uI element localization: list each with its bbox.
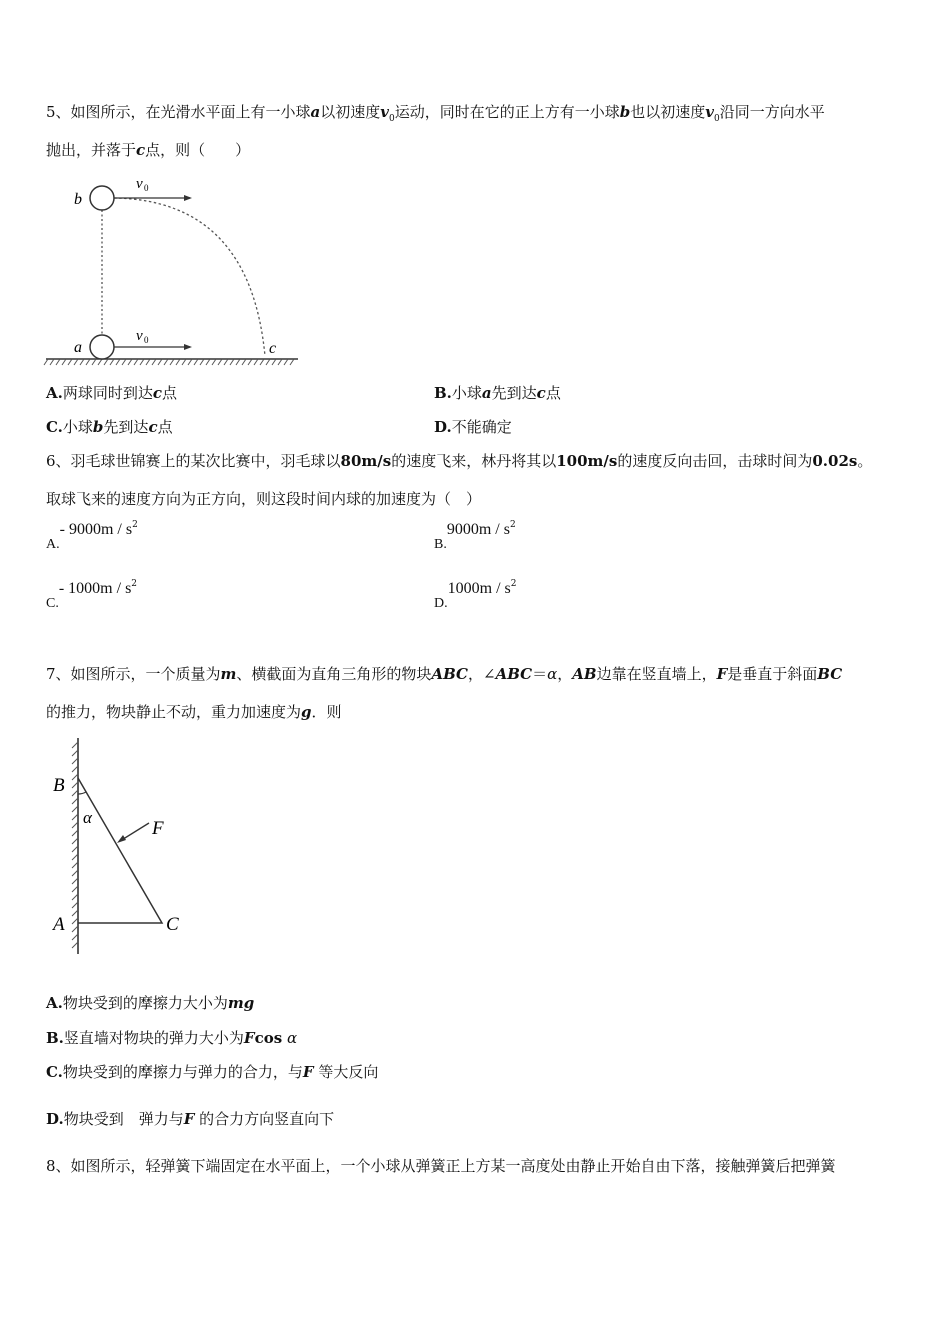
q6-option-c[interactable]: C.- $1000m / s^2$ (46, 579, 138, 611)
q7-label-F: F (152, 818, 164, 839)
q5-label-b: b (74, 191, 82, 208)
q7-label-C: C (166, 914, 179, 935)
q5-ground-hatch (44, 359, 294, 365)
q7-option-d[interactable]: D.物块受到 弹力与F 的合力方向竖直向下 (46, 1110, 335, 1128)
q7-triangle (78, 778, 162, 923)
q5-label-v0-top-sub: 0 (144, 183, 149, 193)
q5-arrowhead-top (184, 195, 192, 201)
q6-option-b[interactable]: $B.9000m / s^2$ (434, 520, 516, 552)
q7-option-b[interactable]: B.竖直墙对物块的弹力大小为Fcos α (46, 1029, 298, 1047)
q5-label-a: a (74, 339, 82, 356)
q5-figure (40, 170, 310, 370)
q7-label-alpha: α (83, 808, 92, 827)
q7-angle-arc (78, 792, 86, 794)
q7-wall-hatch (72, 742, 78, 948)
q7-label-A: A (53, 914, 65, 935)
q5-option-a[interactable]: A.两球同时到达c点 (46, 384, 178, 402)
q7-stem-line2: 的推力，物块静止不动，重力加速度为g．则 (46, 703, 342, 721)
q7-option-a[interactable]: A.物块受到的摩擦力大小为mg (46, 994, 255, 1012)
q7-figure (44, 734, 204, 959)
q6-option-a[interactable]: A.- $9000m / s^2$ (46, 520, 138, 552)
q6-stem-line2: 取球飞来的速度方向为正方向，则这段时间内球的加速度为（ ） (46, 490, 482, 508)
q5-stem-line2: 抛出，并落于c点，则（ ） (46, 141, 251, 159)
q7-label-B: B (53, 775, 65, 796)
q5-label-v0-bottom-sub: 0 (144, 335, 149, 345)
q5-option-d[interactable]: D.不能确定 (434, 418, 512, 436)
q7-force-arrowhead (117, 835, 126, 843)
q5-stem-line1: 5、如图所示，在光滑水平面上有一小球a以初速度$v_0$运动，同时在它的正上方有一小球b也以初速度$v_0$沿同一方向水平 (46, 103, 825, 124)
q5-option-c[interactable]: C.小球b先到达c点 (46, 418, 173, 436)
q5-option-b[interactable]: B.小球a先到达c点 (434, 384, 561, 402)
q7-option-c[interactable]: C.物块受到的摩擦力与弹力的合力，与F 等大反向 (46, 1063, 379, 1081)
q5-label-v0-top: v (136, 176, 143, 192)
q5-label-v0-bottom: v (136, 328, 143, 344)
q5-ball-b (90, 186, 114, 210)
q6-option-d[interactable]: $D.1000m / s^2$ (434, 579, 517, 611)
q7-stem-line1: 7、如图所示，一个质量为m、横截面为直角三角形的物块ABC，∠ABC＝α，AB边靠在竖直墙上，F是垂直于斜面BC (46, 665, 843, 683)
q5-label-c: c (269, 340, 277, 357)
q5-ball-a (90, 335, 114, 359)
q5-arrowhead-bottom (184, 344, 192, 350)
q6-stem-line1: 6、羽毛球世锦赛上的某次比赛中，羽毛球以80m/s的速度飞来，林丹将其以100m/s的速度反向击回，击球时间为0.02s。 (46, 452, 873, 470)
q8-stem-line1: 8、如图所示，轻弹簧下端固定在水平面上，一个小球从弹簧正上方某一高度处由静止开始自由下落，接触弹簧后把弹簧 (46, 1157, 836, 1175)
